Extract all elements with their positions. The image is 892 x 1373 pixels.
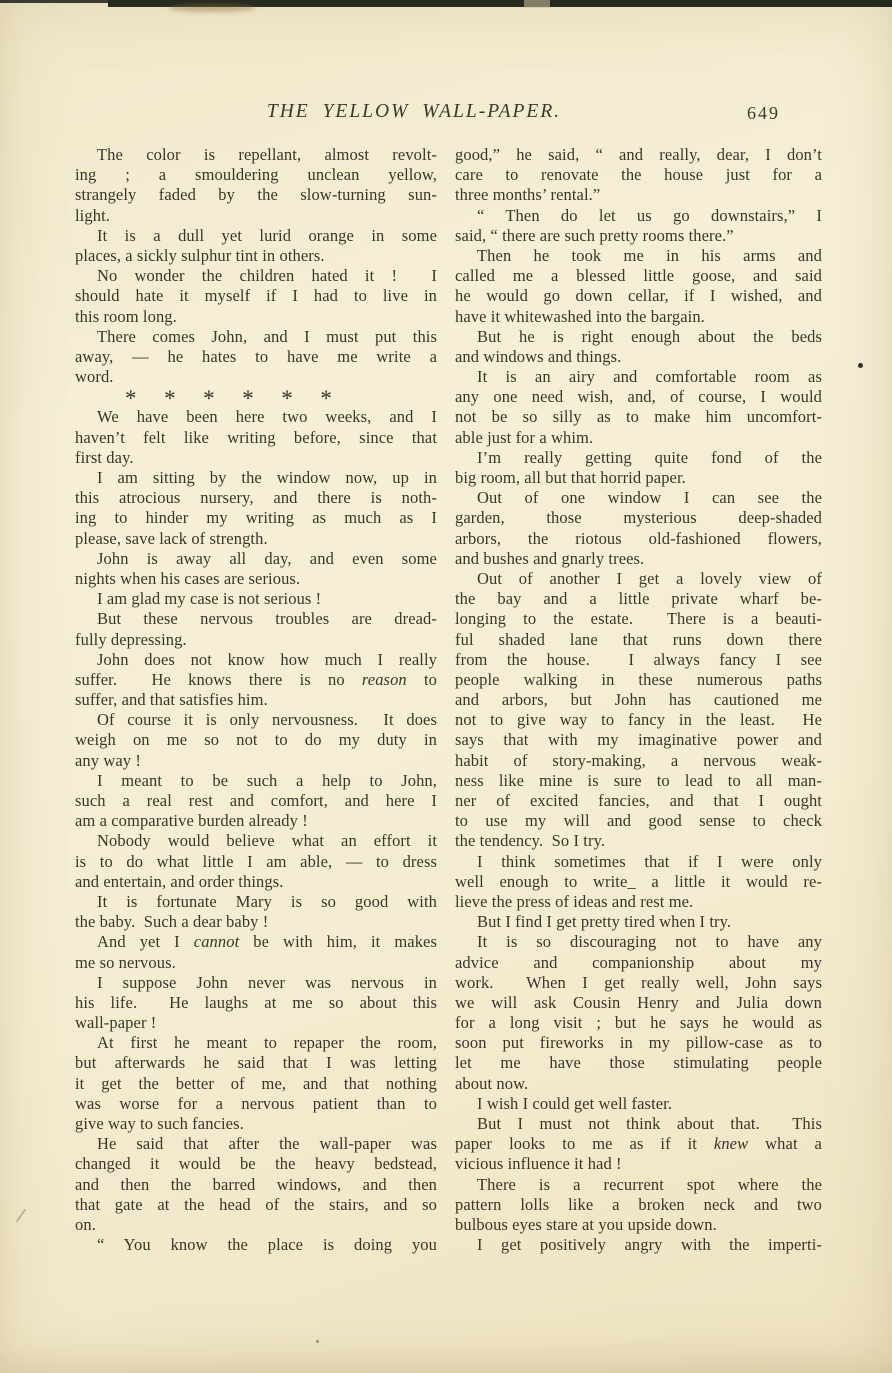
text-line: is to do what little I am able, — to dress [75, 851, 437, 871]
text-line: the tendency. So I try. [455, 831, 606, 851]
italic-emphasis: cannot [193, 932, 240, 952]
asterisk-glyph: * [203, 386, 215, 412]
text-line: suffer. He knows there is no reason to [75, 669, 437, 689]
text-line: should hate it myself if I had to live in [75, 286, 437, 306]
text-line: John does not know how much I really [97, 649, 437, 669]
text-line: such a real rest and comfort, and here I [75, 791, 437, 810]
text-line: Then he took me in his arms and [477, 245, 822, 265]
text-line: any one need wish, and, of course, I would [455, 387, 822, 407]
text-line: said, “ there are such pretty rooms there.” [455, 225, 734, 245]
text-line: big room, all but that horrid paper. [455, 468, 686, 487]
text-line: and then the barred windows, and then [75, 1174, 437, 1194]
italic-emphasis: knew [713, 1134, 749, 1154]
text-line: not to give way to fancy in the least. He [455, 710, 822, 730]
asterisk-glyph: * [281, 386, 293, 412]
text-line: ness like mine is sure to lead to all man- [455, 770, 822, 790]
ink-speck [316, 1340, 319, 1343]
pencil-mark [16, 1209, 26, 1222]
text-line: Out of another I get a lovely view of [477, 568, 822, 588]
text-line: But these nervous troubles are dread- [97, 609, 437, 629]
ink-speck [858, 363, 863, 368]
text-line: it get the better of me, and that nothing [75, 1073, 437, 1093]
text-line: places, a sickly sulphur tint in others. [75, 245, 325, 265]
text-line: At first he meant to repaper the room, [97, 1033, 437, 1053]
text-line: “ Then do let us go downstairs,” I [477, 205, 822, 225]
text-line: And yet I cannot be with him, it makes [97, 932, 437, 952]
text-line: his life. He laughs at me so about this [75, 992, 437, 1012]
text-line: I get positively angry with the imperti- [477, 1235, 822, 1255]
text-line: arbors, the riotous old-fashioned flowers, [455, 528, 822, 548]
text-line: work. When I get really well, John says [455, 972, 822, 992]
text-line: well enough to write_ a little it would re- [455, 871, 822, 891]
text-line: but afterwards he said that I was letting [75, 1053, 437, 1073]
text-line: care to renovate the house just for a [455, 165, 822, 185]
text-line: not be so silly as to make him uncomfort- [455, 407, 822, 427]
text-line: No wonder the children hated it ! I [97, 266, 437, 286]
text-line: this room long. [75, 306, 177, 326]
text-line: ing ; a smouldering unclean yellow, [75, 165, 437, 185]
text-line: habit of story-making, a nervous weak- [455, 750, 822, 770]
text-line: garden, those mysterious deep-shaded [455, 508, 822, 528]
text-line: He said that after the wall-paper was [97, 1134, 437, 1154]
text-line: ing to hinder my writing as much as I [75, 508, 437, 528]
text-line: bulbous eyes stare at you upside down. [455, 1214, 717, 1234]
text-line: The color is repellant, almost revolt- [97, 145, 437, 164]
text-column-left [75, 145, 437, 1255]
text-line: soon put fireworks in my pillow-case as to [455, 1033, 822, 1053]
text-line: people walking in these numerous paths [455, 669, 822, 689]
text-line: lieve the press of ideas and rest me. [455, 891, 694, 911]
text-line: am a comparative burden already ! [75, 811, 308, 831]
text-line: John is away all day, and even some [97, 548, 437, 568]
page-number: 649 [747, 103, 780, 123]
text-line: the baby. Such a dear baby ! [75, 912, 269, 932]
text-column-right [455, 145, 822, 1255]
text-line: and arbors, but John has cautioned me [455, 690, 822, 710]
text-line: Nobody would believe what an effort it [97, 831, 437, 851]
text-line: pattern lolls like a broken neck and two [455, 1194, 822, 1214]
text-line: weigh on me so not to do my duty in [75, 730, 437, 750]
text-line: longing to the estate. There is a beauti- [455, 609, 822, 629]
text-line: first day. [75, 447, 134, 467]
text-line: have it whitewashed into the bargain. [455, 306, 705, 326]
scan-edge-band-gap [524, 0, 550, 8]
text-line: to use my will and good sense to check [455, 811, 822, 831]
asterisk-glyph: * [164, 386, 176, 412]
text-line: suffer, and that satisfies him. [75, 690, 268, 710]
text-line: the bay and a little private wharf be- [455, 589, 822, 609]
text-line: for a long visit ; but he says he would as [455, 1013, 822, 1033]
text-line: But I find I get pretty tired when I try. [477, 912, 732, 932]
asterisk-glyph: * [320, 386, 332, 412]
text-line: Of course it is only nervousness. It does [97, 710, 437, 730]
text-line: me so nervous. [75, 952, 176, 972]
section-break-asterisks [75, 386, 437, 412]
text-line: wall-paper ! [75, 1013, 157, 1033]
text-line: advice and companionship about my [455, 952, 822, 972]
text-line: But he is right enough about the beds [477, 326, 822, 346]
text-line: “ You know the place is doing you [97, 1235, 437, 1255]
text-line: I am sitting by the window now, up in [97, 468, 437, 487]
text-line: called me a blessed little goose, and said [455, 266, 822, 286]
text-line: able just for a whim. [455, 427, 594, 447]
text-line: give way to such fancies. [75, 1114, 244, 1133]
text-line: I wish I could get well faster. [477, 1093, 673, 1113]
text-line: haven’t felt like writing before, since that [75, 427, 437, 447]
text-line: ner of excited fancies, and that I ought [455, 791, 822, 810]
text-line: nights when his cases are serious. [75, 568, 301, 588]
text-line: this atrocious nursery, and there is noth- [75, 488, 437, 508]
italic-emphasis: reason [361, 669, 407, 689]
text-line: and bushes and gnarly trees. [455, 548, 645, 568]
asterisk-glyph: * [125, 386, 137, 412]
text-line: fully depressing. [75, 629, 187, 649]
scan-edge-smudge [168, 4, 256, 12]
text-line: changed it would be the heavy bedstead, [75, 1154, 437, 1174]
text-line: good,” he said, “ and really, dear, I don’t [455, 145, 822, 164]
text-line: paper looks to me as if it knew what a [455, 1134, 822, 1154]
text-line: There comes John, and I must put this [97, 326, 437, 346]
text-line: light. [75, 205, 110, 225]
text-line: I meant to be such a help to John, [97, 770, 437, 790]
text-line: and windows and things. [455, 346, 622, 366]
text-line: please, save lack of strength. [75, 528, 268, 548]
text-line: I am glad my case is not serious ! [97, 589, 322, 609]
text-line: and entertain, and order things. [75, 871, 284, 891]
text-line: let me have those stimulating people [455, 1053, 822, 1073]
text-line: about now. [455, 1073, 529, 1093]
text-line: Out of one window I can see the [477, 488, 822, 508]
text-line: There is a recurrent spot where the [477, 1174, 822, 1194]
text-line: It is a dull yet lurid orange in some [97, 225, 437, 245]
text-line: It is fortunate Mary is so good with [97, 891, 437, 911]
text-line: we will ask Cousin Henry and Julia down [455, 992, 822, 1012]
text-line: vicious influence it had ! [455, 1154, 622, 1174]
text-line: he would go down cellar, if I wished, and [455, 286, 822, 306]
text-line: But I must not think about that. This [477, 1114, 822, 1133]
running-head-title: THE YELLOW WALL-PAPER. [266, 101, 562, 122]
text-line: away, — he hates to have me write a [75, 346, 437, 366]
text-line: ful shaded lane that runs down there [455, 629, 822, 649]
text-line: I suppose John never was nervous in [97, 972, 437, 992]
text-line: was worse for a nervous patient than to [75, 1093, 437, 1113]
text-line: strangely faded by the slow-turning sun- [75, 185, 437, 205]
text-line: word. [75, 367, 114, 387]
text-line: that gate at the head of the stairs, and so [75, 1194, 437, 1214]
text-line: from the house. I always fancy I see [455, 649, 822, 669]
text-line: We have been here two weeks, and I [97, 407, 437, 427]
text-line: three months’ rental.” [455, 185, 601, 205]
text-line: I’m really getting quite fond of the [477, 447, 822, 467]
text-line: It is so discouraging not to have any [477, 932, 822, 952]
text-line: I think sometimes that if I were only [477, 851, 822, 871]
asterisk-glyph: * [242, 386, 254, 412]
text-line: on. [75, 1214, 96, 1234]
text-line: It is an airy and comfortable room as [477, 367, 822, 387]
running-head [0, 101, 828, 123]
text-line: any way ! [75, 750, 141, 770]
text-line: says that with my imaginative power and [455, 730, 822, 750]
